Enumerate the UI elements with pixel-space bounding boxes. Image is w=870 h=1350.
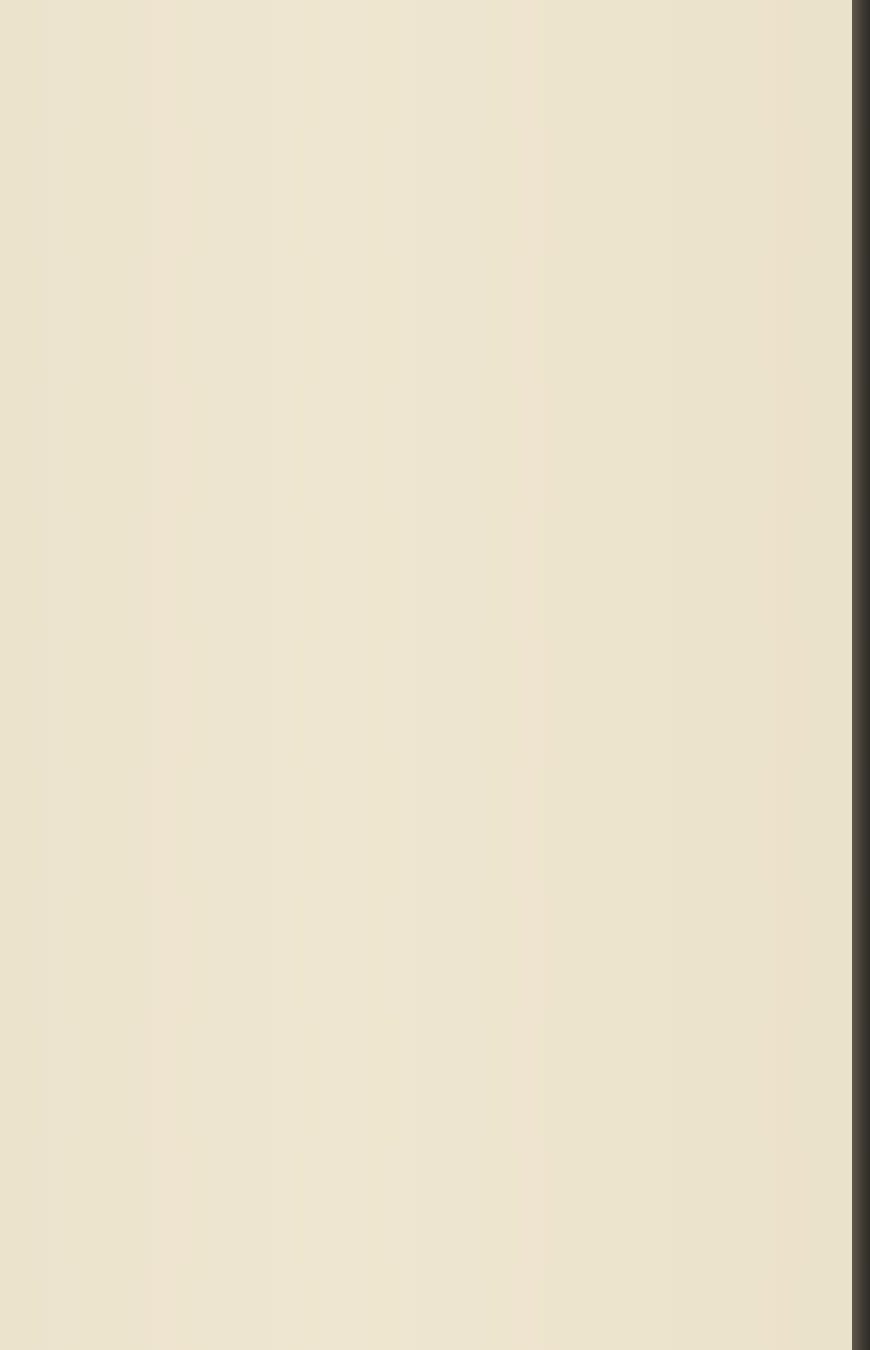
page-edge-shadow: [852, 0, 870, 1350]
page-header: [62, 68, 752, 98]
